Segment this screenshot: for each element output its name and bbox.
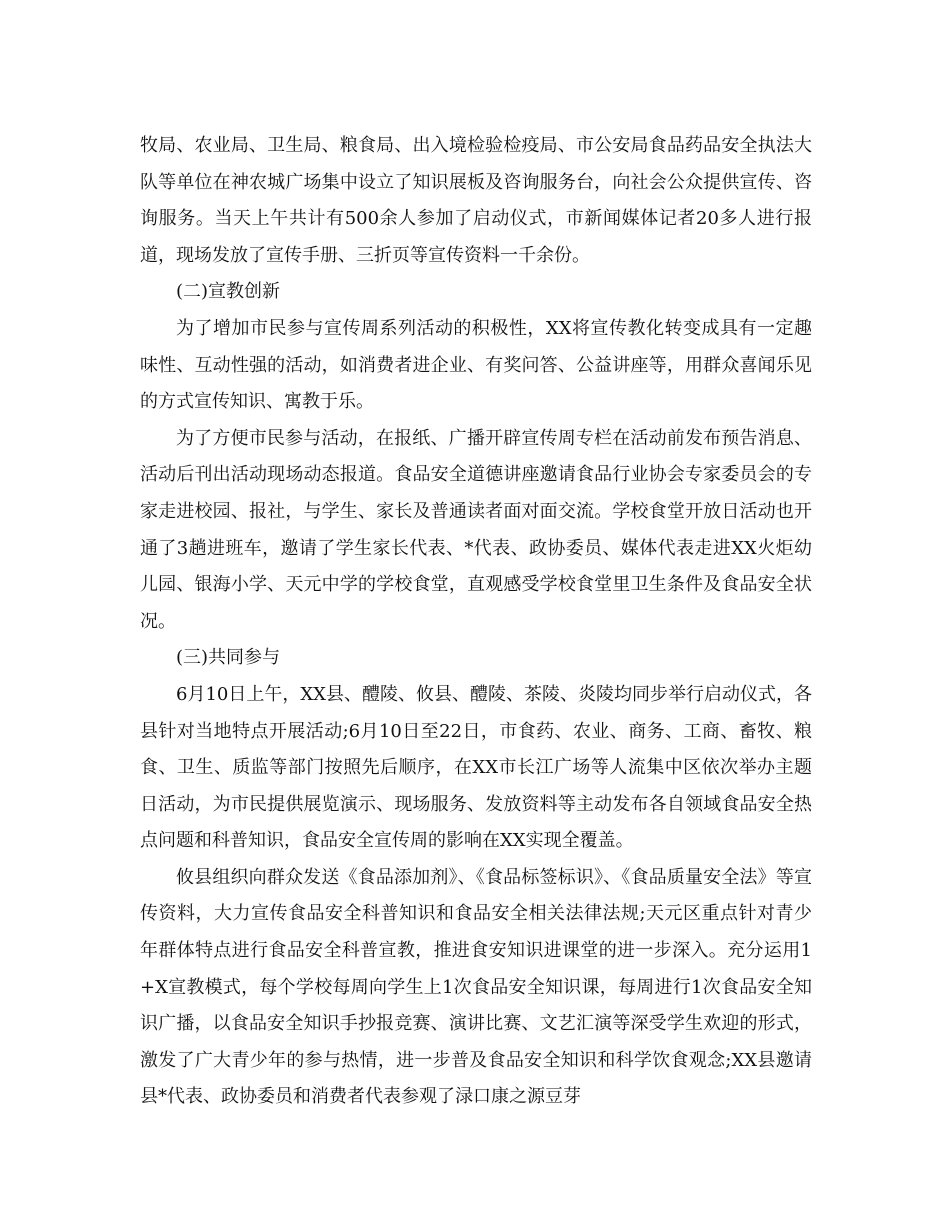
paragraph-school-education: 攸县组织向群众发送《食品添加剂》、《食品标签标识》、《食品质量安全法》等宣传资料，大力宣传食品安全科普知识和食品安全相关法律法规;天元区重点针对青少年群体特点进行食品安全科普宣教，推进食安知识进课堂的进一步深入。充分运用1+X宣教模式，每个学校每周向学生上1次食品安全知识课，每周进行1次食品安全知识广播，以食品安全知识手抄报竞赛、演讲比赛、文艺汇演等深受学生欢迎的形式，激发了广大青少年的参与热情，进一步普及食品安全知识和科学饮食观念;XX县邀请县*代表、政协委员和消费者代表参观了渌口康之源豆芽 [140, 866, 812, 1108]
paragraph-county-activities: 6月10日上午，XX县、醴陵、攸县、醴陵、茶陵、炎陵均同步举行启动仪式，各县针对当地特点开展活动;6月10日至22日，市食药、农业、商务、工商、畜牧、粮食、卫生、质监等部门按照先后顺序，在XX市长江广场等人流集中区依次举办主题日活动，为市民提供展览演示、现场服务、发放资料等主动发布各自领域食品安全热点问题和科普知识，食品安全宣传周的影响在XX实现全覆盖。 [140, 683, 812, 852]
paragraph-education-innovation: 为了增加市民参与宣传周系列活动的积极性，XX将宣传教化转变成具有一定趣味性、互动性强的活动，如消费者进企业、有奖问答、公益讲座等，用群众喜闻乐见的方式宣传知识、寓教于乐。 [140, 317, 812, 413]
section-heading-education-innovation: (二)宣教创新 [176, 281, 281, 303]
document-page [140, 128, 812, 1116]
paragraph-media-campaign: 为了方便市民参与活动，在报纸、广播开辟宣传周专栏在活动前发布预告消息、活动后刊出活动现场动态报道。食品安全道德讲座邀请食品行业协会专家委员会的专家走进校园、报社，与学生、家长及普通读者面对面交流。学校食堂开放日活动也开通了3趟进班车，邀请了学生家长代表、*代表、政协委员、媒体代表走进XX火炬幼儿园、银海小学、天元中学的学校食堂，直观感受学校食堂里卫生条件及食品安全状况。 [140, 427, 812, 632]
paragraph-continuation: 牧局、农业局、卫生局、粮食局、出入境检验检疫局、市公安局食品药品安全执法大队等单位在神农城广场集中设立了知识展板及咨询服务台，向社会公众提供宣传、咨询服务。当天上午共计有500余人参加了启动仪式，市新闻媒体记者20多人进行报道，现场发放了宣传手册、三折页等宣传资料一千余份。 [140, 135, 812, 266]
section-heading-joint-participation: (三)共同参与 [176, 647, 281, 669]
